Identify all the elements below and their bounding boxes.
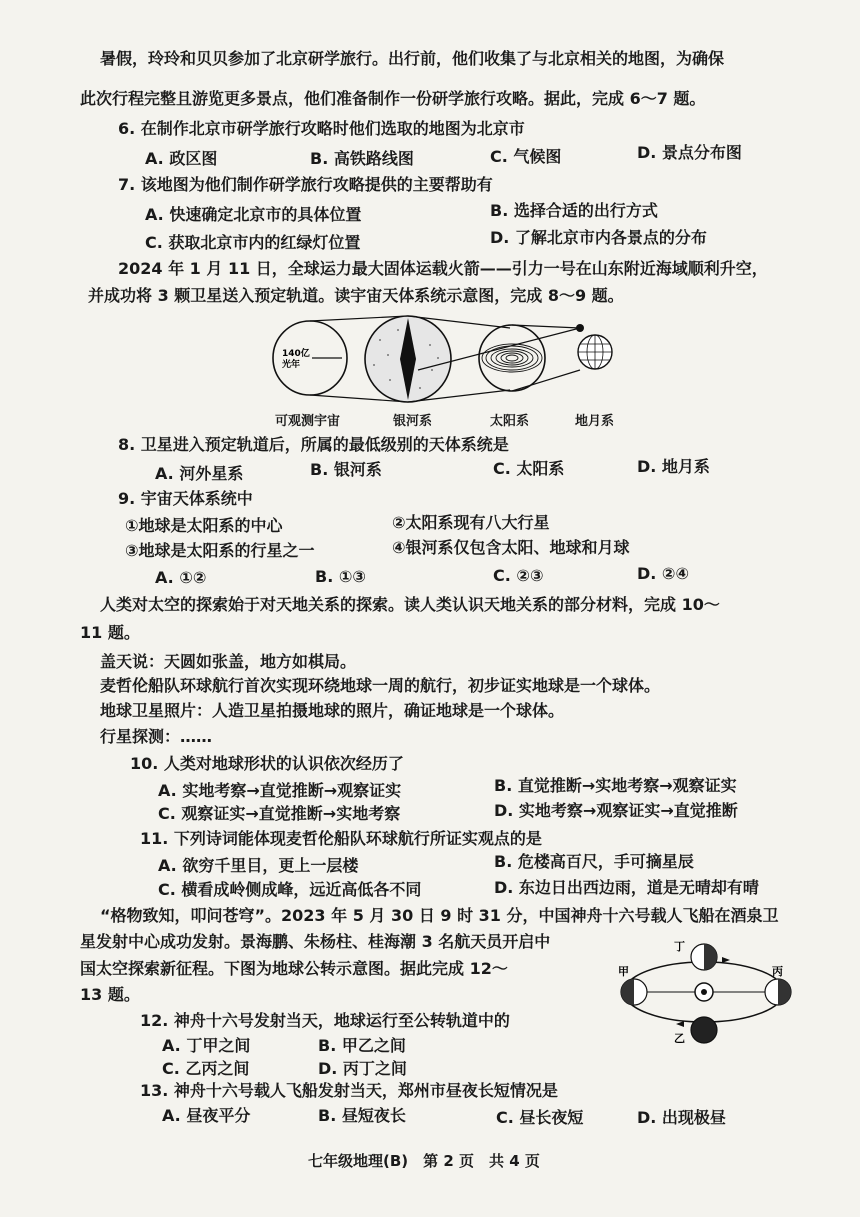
q9-statement-1: ①地球是太阳系的中心	[125, 516, 283, 535]
distance-label-1: 140亿	[282, 349, 310, 359]
caption-milky-way: 银河系	[393, 414, 433, 429]
earth-revolution-diagram	[612, 930, 807, 1050]
q6-option-b: B. 高铁路线图	[310, 149, 414, 168]
connector-line	[512, 370, 580, 391]
caption-solar-system: 太阳系	[490, 414, 530, 429]
q6-option-c: C. 气候图	[490, 147, 562, 166]
q8-option-a: A. 河外星系	[155, 464, 244, 483]
intro-12-13-line1: “格物致知，叩问苍穹”。2023 年 5 月 30 日 9 时 31 分，中国神舟十六号载人飞船在酒泉卫	[100, 906, 779, 925]
q7-option-a: A. 快速确定北京市的具体位置	[145, 205, 362, 224]
q11-option-c: C. 横看成岭侧成峰，远近高低各不同	[158, 880, 422, 899]
q8-option-c: C. 太阳系	[493, 459, 565, 478]
orbit-direction-arrow	[722, 957, 730, 963]
celestial-system-diagram	[270, 310, 630, 410]
q10-option-a: A. 实地考察→直觉推断→观察证实	[158, 781, 402, 800]
caption-earth-moon-system: 地月系	[575, 414, 615, 429]
q9-option-a: A. ①②	[155, 568, 207, 587]
q9-option-d: D. ②④	[637, 564, 690, 583]
q13-stem: 13. 神舟十六号载人飞船发射当天，郑州市昼夜长短情况是	[140, 1081, 558, 1100]
q13-option-d: D. 出现极昼	[637, 1108, 726, 1127]
q9-option-b: B. ①③	[315, 567, 366, 586]
solar-system-circle	[479, 325, 545, 391]
q10-option-d: D. 实地考察→观察证实→直觉推断	[494, 801, 738, 820]
q6-stem: 6. 在制作北京市研学旅行攻略时他们选取的地图为北京市	[118, 119, 525, 138]
q10-option-b: B. 直觉推断→实地考察→观察证实	[494, 776, 737, 795]
q12-stem: 12. 神舟十六号发射当天，地球运行至公转轨道中的	[140, 1011, 510, 1030]
intro-12-13-line3: 国太空探索新征程。下图为地球公转示意图。据此完成 12～	[80, 959, 508, 978]
q10-option-c: C. 观察证实→直觉推断→实地考察	[158, 804, 401, 823]
earth-position-yi	[691, 1017, 717, 1043]
q7-option-b: B. 选择合适的出行方式	[490, 201, 658, 220]
q6-option-d: D. 景点分布图	[637, 143, 742, 162]
distance-label-2: 光年	[282, 360, 301, 370]
q9-statement-3: ③地球是太阳系的行星之一	[125, 541, 315, 560]
q9-statement-2: ②太阳系现有八大行星	[392, 513, 550, 532]
planet-orbits	[482, 344, 542, 372]
q13-option-b: B. 昼短夜长	[318, 1106, 406, 1125]
q10-stem: 10. 人类对地球形状的认识依次经历了	[130, 754, 404, 773]
intro-12-13-line4: 13 题。	[80, 985, 140, 1004]
q13-option-c: C. 昼长夜短	[496, 1108, 584, 1127]
intro-10-11-line2: 11 题。	[80, 623, 140, 642]
q12-option-d: D. 丙丁之间	[318, 1059, 407, 1078]
q12-option-a: A. 丁甲之间	[162, 1036, 251, 1055]
q9-option-c: C. ②③	[493, 566, 544, 585]
q7-option-c: C. 获取北京市内的红绿灯位置	[145, 233, 361, 252]
label-ding: 丁	[674, 940, 685, 953]
q13-option-a: A. 昼夜平分	[162, 1106, 251, 1125]
page-footer: 七年级地理(B) 第 2 页 共 4 页	[308, 1152, 540, 1170]
material-2: 麦哲伦船队环球航行首次实现环绕地球一周的航行，初步证实地球是一个球体。	[100, 676, 661, 695]
q7-stem: 7. 该地图为他们制作研学旅行攻略提供的主要帮助有	[118, 175, 493, 194]
intro-6-7-line2: 此次行程完整且游览更多景点，他们准备制作一份研学旅行攻略。据此，完成 6～7 题。	[80, 89, 706, 108]
intro-8-9-line2: 并成功将 3 颗卫星送入预定轨道。读宇宙天体系统示意图，完成 8～9 题。	[88, 286, 624, 305]
q9-stem: 9. 宇宙天体系统中	[118, 489, 253, 508]
q8-stem: 8. 卫星进入预定轨道后，所属的最低级别的天体系统是	[118, 435, 509, 454]
material-4: 行星探测：……	[100, 727, 213, 746]
material-1: 盖天说：天圆如张盖，地方如棋局。	[100, 652, 357, 671]
label-yi: 乙	[674, 1032, 685, 1045]
q12-option-b: B. 甲乙之间	[318, 1036, 406, 1055]
intro-10-11-line1: 人类对太空的探索始于对天地关系的探索。读人类认识天地关系的部分材料，完成 10～	[100, 595, 720, 614]
q6-option-a: A. 政区图	[145, 149, 218, 168]
orbit-direction-arrow	[676, 1021, 684, 1027]
q8-option-d: D. 地月系	[637, 457, 710, 476]
q11-option-a: A. 欲穷千里目，更上一层楼	[158, 856, 359, 875]
intro-8-9-line1: 2024 年 1 月 11 日，全球运力最大固体运载火箭——引力一号在山东附近海域顺利升空，	[118, 259, 768, 278]
caption-observable-universe: 可观测宇宙	[275, 414, 341, 429]
label-bing: 丙	[772, 965, 783, 978]
q7-option-d: D. 了解北京市内各景点的分布	[490, 228, 707, 247]
q8-option-b: B. 银河系	[310, 460, 382, 479]
q11-stem: 11. 下列诗词能体现麦哲伦船队环球航行所证实观点的是	[140, 829, 542, 848]
q12-option-c: C. 乙丙之间	[162, 1059, 250, 1078]
q11-option-b: B. 危楼高百尺，手可摘星辰	[494, 852, 694, 871]
q9-statement-4: ④银河系仅包含太阳、地球和月球	[392, 538, 630, 557]
label-jia: 甲	[618, 965, 629, 978]
intro-6-7-line1: 暑假，玲玲和贝贝参加了北京研学旅行。出行前，他们收集了与北京相关的地图，为确保	[100, 49, 725, 68]
material-3: 地球卫星照片：人造卫星拍摄地球的照片，确证地球是一个球体。	[100, 701, 565, 720]
intro-12-13-line2: 星发射中心成功发射。景海鹏、朱杨柱、桂海潮 3 名航天员开启中	[80, 932, 551, 951]
q11-option-d: D. 东边日出西边雨，道是无晴却有晴	[494, 878, 759, 897]
